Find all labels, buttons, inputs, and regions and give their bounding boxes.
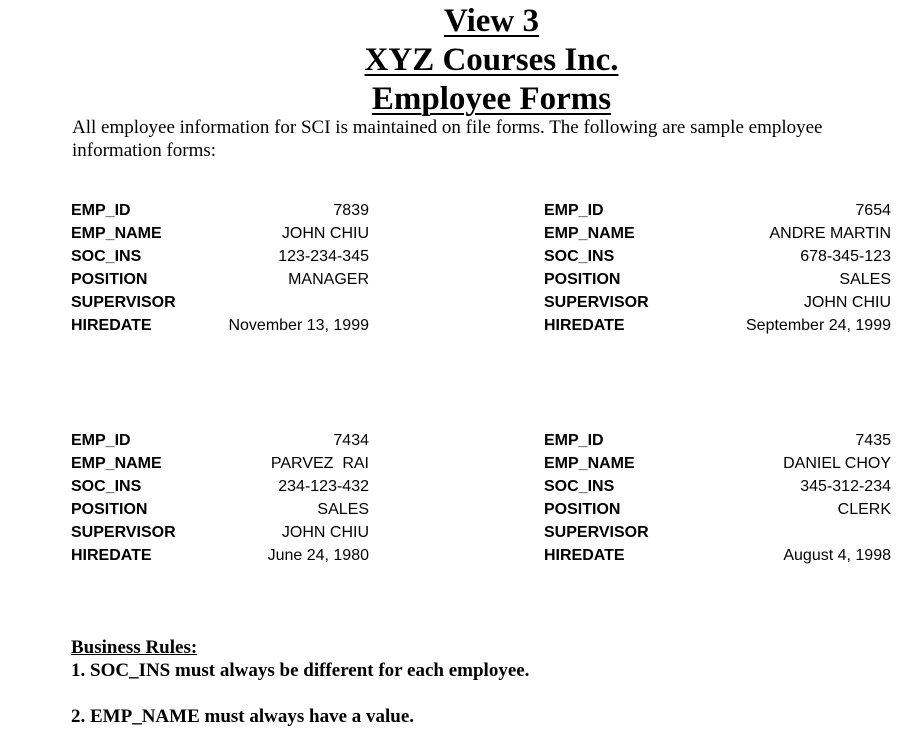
- field-value: MANAGER: [288, 271, 369, 288]
- employee-form: [71, 199, 369, 337]
- field-value: June 24, 1980: [267, 547, 369, 564]
- intro-paragraph: All employee information for SCI is maintained on file forms. The following are sample employee information forms:: [72, 117, 823, 161]
- field-value: September 24, 1999: [746, 317, 891, 334]
- field-value: DANIEL CHOY: [783, 455, 891, 472]
- form-row-position: [544, 268, 891, 291]
- field-value: November 13, 1999: [228, 317, 369, 334]
- field-label: SOC_INS: [71, 478, 142, 495]
- form-row-hiredate: [71, 544, 369, 567]
- field-value: 123-234-345: [278, 248, 369, 265]
- field-label: EMP_ID: [544, 432, 604, 449]
- field-value: JOHN CHIU: [803, 294, 891, 311]
- field-label: POSITION: [71, 271, 148, 288]
- form-row-supervisor: [71, 291, 369, 314]
- field-value: 7434: [333, 432, 369, 449]
- field-label: SUPERVISOR: [71, 524, 176, 541]
- business-rules-heading: Business Rules:: [71, 637, 198, 658]
- field-label: EMP_NAME: [71, 455, 162, 472]
- field-label: EMP_NAME: [544, 455, 635, 472]
- field-value: PARVEZ RAI: [270, 455, 369, 472]
- page-title-section: Employee Forms: [371, 81, 612, 117]
- form-row-position: [544, 498, 891, 521]
- field-label: EMP_ID: [71, 432, 131, 449]
- field-value: JOHN CHIU: [281, 225, 369, 242]
- form-row-position: [71, 268, 369, 291]
- field-label: SOC_INS: [71, 248, 142, 265]
- business-rule-2: 2. EMP_NAME must always have a value.: [71, 706, 415, 727]
- field-label: SOC_INS: [544, 478, 615, 495]
- employee-form: [544, 429, 891, 567]
- field-label: POSITION: [544, 501, 621, 518]
- form-row-emp-id: [544, 429, 891, 452]
- field-value: 7654: [855, 202, 891, 219]
- form-row-emp-name: [544, 222, 891, 245]
- field-value: ANDRE MARTIN: [769, 225, 891, 242]
- form-row-soc-ins: [71, 245, 369, 268]
- field-value: August 4, 1998: [783, 547, 891, 564]
- field-label: EMP_ID: [544, 202, 604, 219]
- form-row-hiredate: [71, 314, 369, 337]
- form-row-emp-name: [71, 222, 369, 245]
- field-value: SALES: [839, 271, 891, 288]
- field-label: EMP_ID: [71, 202, 131, 219]
- field-value: SALES: [317, 501, 369, 518]
- form-row-position: [71, 498, 369, 521]
- field-label: SUPERVISOR: [71, 294, 176, 311]
- business-rule-1: 1. SOC_INS must always be different for each employee.: [71, 660, 530, 681]
- field-label: SOC_INS: [544, 248, 615, 265]
- form-row-supervisor: [544, 291, 891, 314]
- page-title-company: XYZ Courses Inc.: [364, 42, 619, 78]
- field-label: HIREDATE: [71, 547, 152, 564]
- form-row-emp-name: [71, 452, 369, 475]
- field-value: CLERK: [837, 501, 891, 518]
- field-value: 234-123-432: [278, 478, 369, 495]
- form-row-soc-ins: [544, 245, 891, 268]
- form-row-emp-id: [71, 199, 369, 222]
- form-row-hiredate: [544, 544, 891, 567]
- form-row-emp-id: [544, 199, 891, 222]
- field-label: HIREDATE: [71, 317, 152, 334]
- field-label: SUPERVISOR: [544, 524, 649, 541]
- form-row-supervisor: [71, 521, 369, 544]
- employee-form: [71, 429, 369, 567]
- form-row-emp-name: [544, 452, 891, 475]
- field-label: EMP_NAME: [544, 225, 635, 242]
- field-label: HIREDATE: [544, 547, 625, 564]
- field-value: 678-345-123: [800, 248, 891, 265]
- form-row-hiredate: [544, 314, 891, 337]
- form-row-supervisor: [544, 521, 891, 544]
- form-row-soc-ins: [544, 475, 891, 498]
- field-value: 7435: [855, 432, 891, 449]
- field-label: POSITION: [71, 501, 148, 518]
- field-label: HIREDATE: [544, 317, 625, 334]
- field-value: JOHN CHIU: [281, 524, 369, 541]
- form-row-soc-ins: [71, 475, 369, 498]
- field-label: EMP_NAME: [71, 225, 162, 242]
- field-label: SUPERVISOR: [544, 294, 649, 311]
- form-row-emp-id: [71, 429, 369, 452]
- field-label: POSITION: [544, 271, 621, 288]
- page-title-view: View 3: [443, 3, 539, 39]
- employee-form: [544, 199, 891, 337]
- field-value: 7839: [333, 202, 369, 219]
- field-value: 345-312-234: [800, 478, 891, 495]
